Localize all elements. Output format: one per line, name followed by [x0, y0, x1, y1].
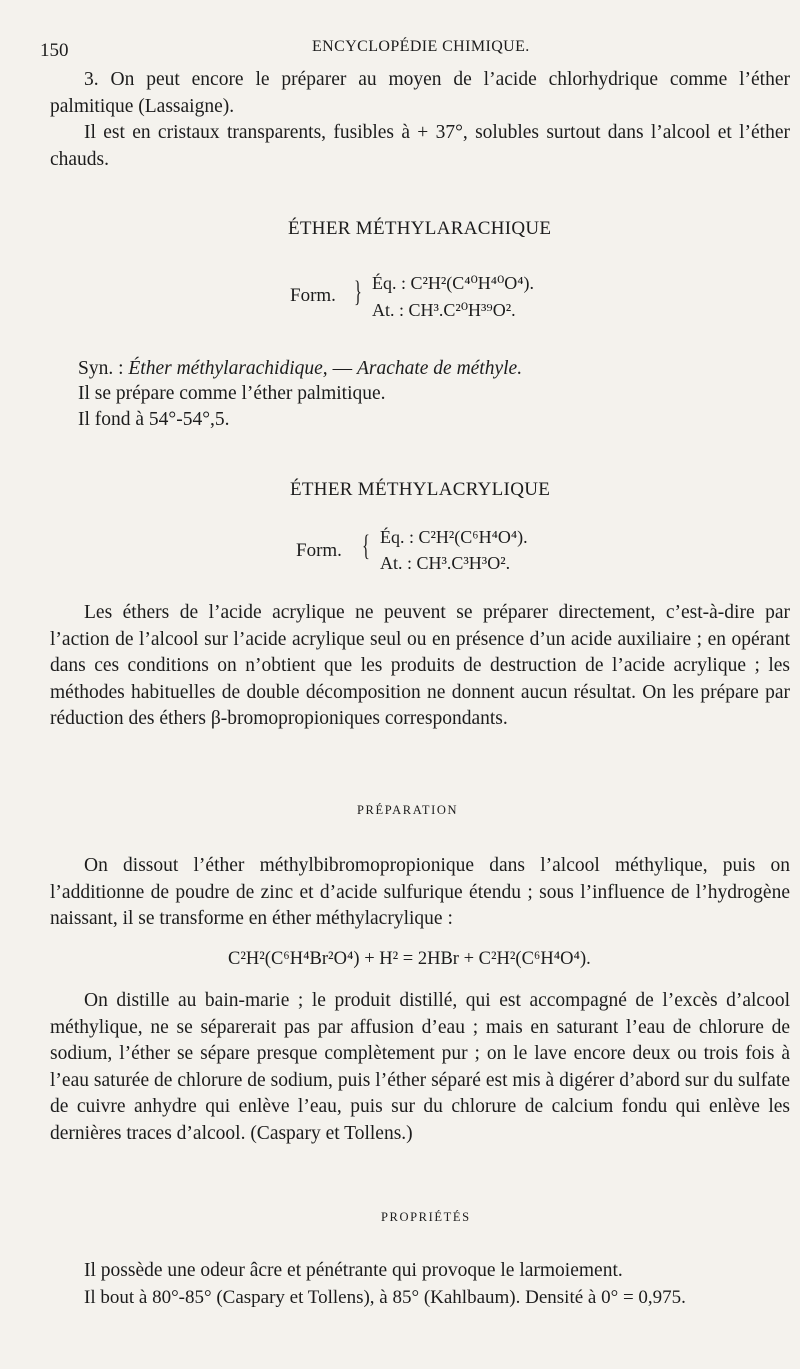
syn-dash: —: [332, 358, 353, 379]
equivalent-formula-row-2: [380, 527, 528, 548]
intro-paragraph-2: Il est en cristaux transparents, fusibles à + 37°, solubles surtout dans l’alcool et l’éther chauds.: [50, 122, 790, 170]
atomic-formula-row: [372, 300, 516, 321]
eq-label: Éq. :: [372, 273, 406, 293]
syn-name-2: Arachate de méthyle.: [356, 358, 523, 379]
intro-paragraph-1: 3. On peut encore le préparer au moyen de l’acide chlorhydrique comme l’éther palmitique (Lassaigne).: [50, 69, 790, 117]
properties-block: [50, 1258, 792, 1311]
brace-symbol: }: [354, 275, 362, 308]
at-label: At. :: [372, 300, 405, 320]
acrylic-paragraph-text: Les éthers de l’acide acrylique ne peuvent se préparer directement, c’est-à-dire par l’action de l’alcool sur l’acide acrylique seul ou en présence d’un acide auxiliaire ; en opérant dans ces conditions on n’obtient que les produits de destruction de l’acide acrylique ; les méthodes habituelles de double décomposition ne donnent aucun résultat. On les prépare par réduction des éthers β-bromopropioniques correspondants.: [50, 602, 790, 730]
melting-point-line: Il fond à 54°-54°,5.: [78, 409, 230, 430]
atomic-formula-row-2: [380, 553, 510, 574]
preparation-block-2: [50, 988, 790, 1148]
eq-label-2: Éq.: [380, 527, 405, 547]
properties-paragraph-2: Il bout à 80°-85° (Caspary et Tollens), à 85° (Kahlbaum). Densité à 0° = 0,975.: [84, 1286, 686, 1308]
brace-symbol-2: {: [362, 529, 370, 562]
eq-formula-2: : C²H²(C⁶H⁴O⁴).: [409, 527, 528, 547]
preparation-heading: PRÉPARATION: [357, 803, 459, 817]
section-title-methylarachique: ÉTHER MÉTHYLARACHIQUE: [288, 218, 552, 239]
equivalent-formula-row: [372, 273, 534, 294]
prep-line: Il se prépare comme l’éther palmitique.: [78, 383, 386, 404]
page-number: 150: [40, 40, 69, 61]
intro-block: [50, 67, 790, 173]
acrylic-ethers-paragraph: [50, 600, 790, 733]
at-formula: CH³.C²⁰H³⁹O².: [408, 300, 516, 320]
section-title-methylacrylique: ÉTHER MÉTHYLACRYLIQUE: [290, 479, 551, 500]
properties-heading: PROPRIÉTÉS: [381, 1210, 471, 1224]
running-title: ENCYCLOPÉDIE CHIMIQUE.: [312, 38, 530, 55]
preparation-paragraph-1: On dissout l’éther méthylbibromopropionique dans l’alcool méthylique, puis on l’additionne de poudre de zinc et d’acide sulfurique étendu ; sous l’influence de l’hydrogène naissant, il se transforme en éther méthylacrylique :: [50, 855, 790, 930]
reaction-equation: C²H²(C⁶H⁴Br²O⁴) + H² = 2HBr + C²H²(C⁶H⁴O⁴).: [228, 949, 591, 969]
formula-label-2: Form.: [296, 540, 342, 561]
formula-label: Form.: [290, 285, 336, 306]
preparation-block-1: [50, 853, 790, 933]
at-label-2: At.: [380, 553, 403, 573]
synonyms-line: [78, 358, 522, 380]
at-formula-2: : CH³.C³H³O².: [407, 553, 511, 573]
eq-formula: C²H²(C⁴⁰H⁴⁰O⁴).: [410, 273, 535, 293]
preparation-paragraph-2: On distille au bain-marie ; le produit distillé, qui est accompagné de l’excès d’alcool méthylique, ne se séparerait pas par affusion d’eau ; mais en saturant l’eau de chlorure de sodium, l’éther se sépare presque complètement pur ; on le lave encore deux ou trois fois à l’eau saturée de chlorure de sodium, puis l’éther séparé est mis à digérer d’abord sur du sulfate de cuivre anhydre qui enlève l’eau, puis sur du chlorure de calcium fondu qui enlève les dernières traces d’alcool. (Caspary et Tollens.): [50, 990, 790, 1144]
syn-label: Syn. :: [78, 358, 124, 379]
syn-name-1: Éther méthylarachidique,: [128, 358, 328, 379]
properties-paragraph-1: Il possède une odeur âcre et pénétrante qui provoque le larmoiement.: [84, 1260, 623, 1281]
